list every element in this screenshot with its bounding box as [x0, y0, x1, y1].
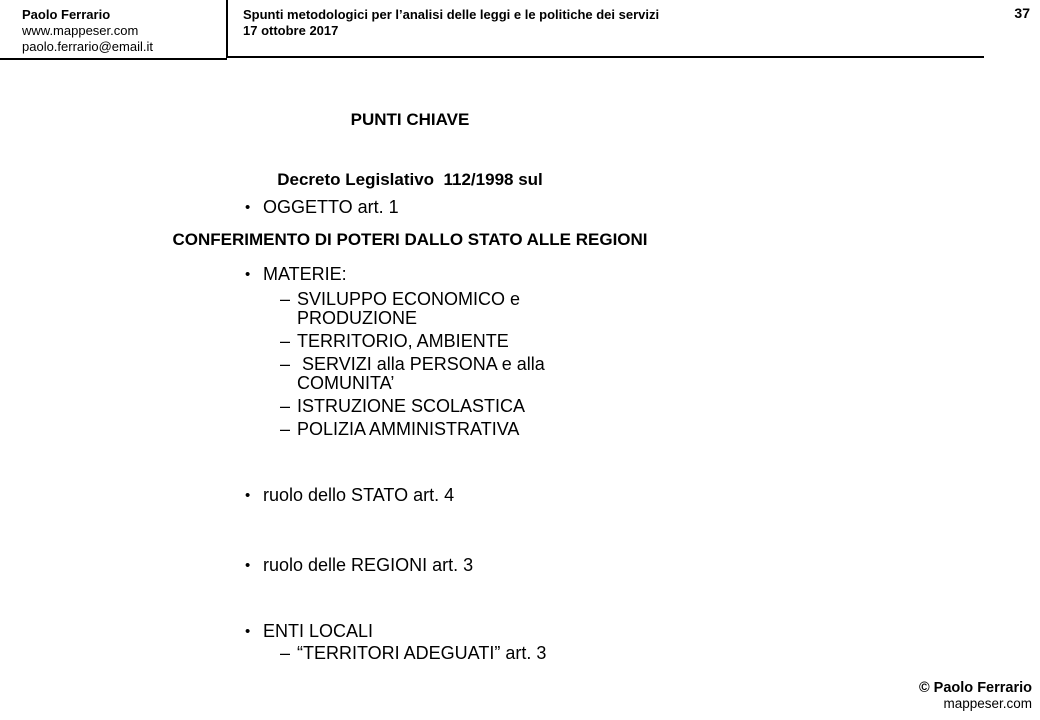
dash-icon: –: [280, 419, 291, 439]
slide-title-line-3: CONFERIMENTO DI POTERI DALLO STATO ALLE REGIONI: [172, 230, 648, 249]
sub-bullet-label: TERRITORIO, AMBIENTE: [297, 331, 509, 351]
sub-bullet-label: ISTRUZIONE SCOLASTICA: [297, 396, 526, 416]
footer-copyright: © Paolo Ferrario: [918, 680, 1032, 696]
bullet-label: ruolo dello STATO art. 4: [263, 485, 455, 505]
bullet-ruolo-stato: [245, 485, 454, 506]
bullet-icon: •: [245, 623, 251, 640]
bullet-icon: •: [245, 199, 251, 216]
bullet-label: ENTI LOCALI: [263, 621, 374, 641]
sub-bullet-istruzione: [280, 397, 580, 416]
enti-locali-sublist: [280, 644, 580, 667]
footer-site: mappeser.com: [943, 696, 1032, 711]
header-author-block: [22, 7, 153, 55]
slide-title-line-2: Decreto Legislativo 112/1998 sul: [277, 170, 543, 189]
dash-icon: –: [280, 643, 291, 663]
materie-sublist: [280, 290, 580, 443]
bullet-icon: •: [245, 487, 251, 504]
bullet-oggetto: [245, 197, 399, 218]
sub-bullet-sviluppo: [280, 290, 580, 328]
dash-icon: –: [280, 289, 291, 309]
footer: [919, 681, 1032, 711]
sub-bullet-label: POLIZIA AMMINISTRATIVA: [297, 419, 520, 439]
header-vertical-divider: [226, 0, 228, 58]
presentation-date: 17 ottobre 2017: [243, 23, 339, 38]
sub-bullet-label: “TERRITORI ADEGUATI” art. 3: [297, 643, 547, 663]
sub-bullet-territorio: [280, 332, 580, 351]
sub-bullet-territori-adeguati: [280, 644, 580, 663]
dash-icon: –: [280, 396, 291, 416]
author-name: Paolo Ferrario: [22, 7, 111, 22]
slide-title: [110, 70, 710, 290]
dash-icon: –: [280, 331, 291, 351]
sub-bullet-polizia: [280, 420, 580, 439]
header-title-block: [243, 7, 803, 39]
sub-bullet-label: SERVIZI alla PERSONA e alla COMUNITA’: [297, 354, 550, 393]
sub-bullet-label: SVILUPPO ECONOMICO e PRODUZIONE: [297, 289, 526, 328]
bullet-label: OGGETTO art. 1: [263, 197, 399, 217]
bullet-icon: •: [245, 557, 251, 574]
author-website: www.mappeser.com: [22, 23, 139, 38]
page-number: 37: [1014, 5, 1030, 21]
bullet-ruolo-regioni: [245, 555, 473, 576]
sub-bullet-servizi: [280, 355, 580, 393]
bullet-enti-locali: [245, 621, 373, 642]
header-rule-left: [0, 58, 227, 60]
bullet-label: ruolo delle REGIONI art. 3: [263, 555, 474, 575]
slide-title-line-1: PUNTI CHIAVE: [350, 110, 470, 129]
presentation-title: Spunti metodologici per l’analisi delle leggi e le politiche dei servizi: [243, 7, 660, 22]
dash-icon: –: [280, 354, 291, 374]
bullet-label: MATERIE:: [263, 264, 347, 284]
bullet-icon: •: [245, 266, 251, 283]
bullet-materie: [245, 264, 347, 285]
header-rule-right: [227, 56, 984, 58]
author-email: paolo.ferrario@email.it: [22, 39, 153, 54]
